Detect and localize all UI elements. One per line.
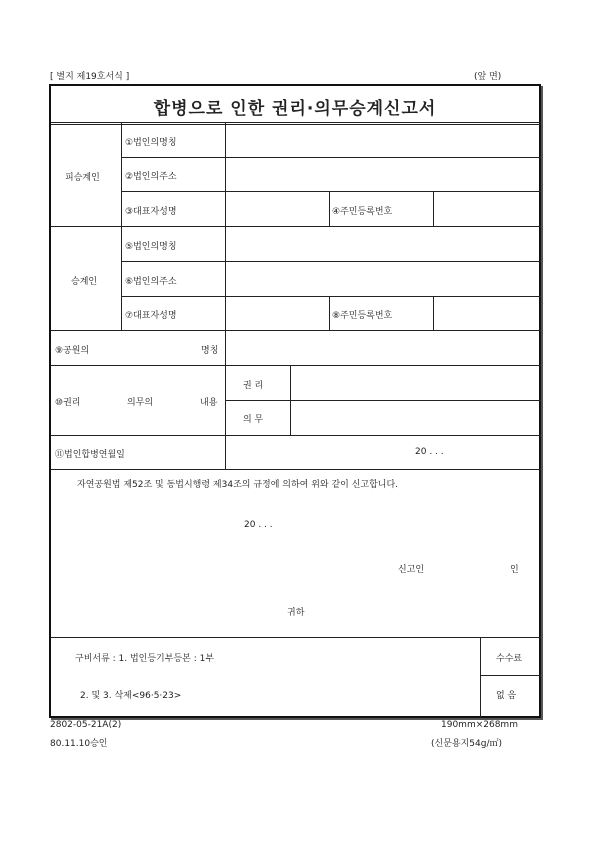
page-side: (앞 면) xyxy=(474,72,502,82)
duties-label: 의 무 xyxy=(243,415,264,425)
successor-corp-name-label: ①법인의명칭 xyxy=(125,138,177,148)
paper-size: 190mm×268mm xyxy=(441,720,518,730)
heir-section-label: 승계인 xyxy=(71,277,98,287)
fee-label: 수수료 xyxy=(496,654,523,664)
divider xyxy=(480,675,541,676)
heir-corp-address-label: ⑥법인의주소 xyxy=(125,277,177,287)
addressee-label: 귀하 xyxy=(287,608,305,618)
divider xyxy=(329,296,330,330)
form-title: 합병으로 인한 권리·의무승계신고서 xyxy=(153,99,437,119)
divider xyxy=(51,637,541,638)
successor-representative-field[interactable] xyxy=(226,192,329,226)
heir-representative-field[interactable] xyxy=(226,297,329,330)
form-number: [ 별지 제19호서식 ] xyxy=(50,72,130,82)
declarant-label: 신고인 xyxy=(398,565,425,575)
merger-date-value[interactable]: 20 . . . xyxy=(415,447,444,457)
heir-representative-label: ⑦대표자성명 xyxy=(125,311,177,321)
heir-corp-address-field[interactable] xyxy=(226,262,541,296)
duties-field[interactable] xyxy=(291,401,541,435)
approval-date: 80.11.10승인 xyxy=(50,739,108,749)
park-name-label-suffix: 명칭 xyxy=(201,346,219,356)
merger-date-label: ⑪법인합병연월일 xyxy=(55,450,125,460)
required-documents-note: 2. 및 3. 삭제<96·5·23> xyxy=(80,691,182,701)
divider xyxy=(121,123,122,330)
rights-duties-label-end: 내용 xyxy=(200,398,218,408)
rights-field[interactable] xyxy=(291,366,541,400)
park-name-label: ⑨공원의 xyxy=(55,346,90,356)
rights-duties-label: ⑩권리 xyxy=(55,398,81,408)
divider xyxy=(480,637,481,718)
divider xyxy=(51,469,541,470)
divider xyxy=(329,191,330,226)
declaration-form xyxy=(49,84,541,718)
heir-resident-no-label: ⑧주민등록번호 xyxy=(332,311,393,321)
successor-corp-address-label: ②법인의주소 xyxy=(125,172,177,182)
divider xyxy=(51,435,541,436)
declaration-date[interactable]: 20 . . . xyxy=(244,520,273,530)
seal-label[interactable]: 인 xyxy=(510,565,519,575)
successor-corp-address-field[interactable] xyxy=(226,158,541,191)
fee-value: 없 음 xyxy=(496,691,517,701)
heir-corp-name-field[interactable] xyxy=(226,227,541,261)
successor-resident-no-field[interactable] xyxy=(434,192,541,226)
paper-type: (신문용지54g/㎡) xyxy=(431,739,502,749)
successor-resident-no-label: ④주민등록번호 xyxy=(332,207,393,217)
declaration-text: 자연공원법 제52조 및 동법시행령 제34조의 규정에 의하여 위와 같이 신고합니다. xyxy=(77,480,399,490)
park-name-field[interactable] xyxy=(226,331,541,365)
rights-label: 권 리 xyxy=(243,381,264,391)
heir-resident-no-field[interactable] xyxy=(434,297,541,330)
form-code: 2802-05-21A(2) xyxy=(50,720,122,730)
successor-section-label: 피승계인 xyxy=(65,173,100,183)
required-documents: 구비서류 : 1. 법인등기부등본 : 1부 xyxy=(75,654,215,664)
successor-corp-name-field[interactable] xyxy=(226,124,541,157)
rights-duties-label-mid: 의무의 xyxy=(127,398,154,408)
heir-corp-name-label: ⑤법인의명칭 xyxy=(125,242,177,252)
successor-representative-label: ③대표자성명 xyxy=(125,207,177,217)
